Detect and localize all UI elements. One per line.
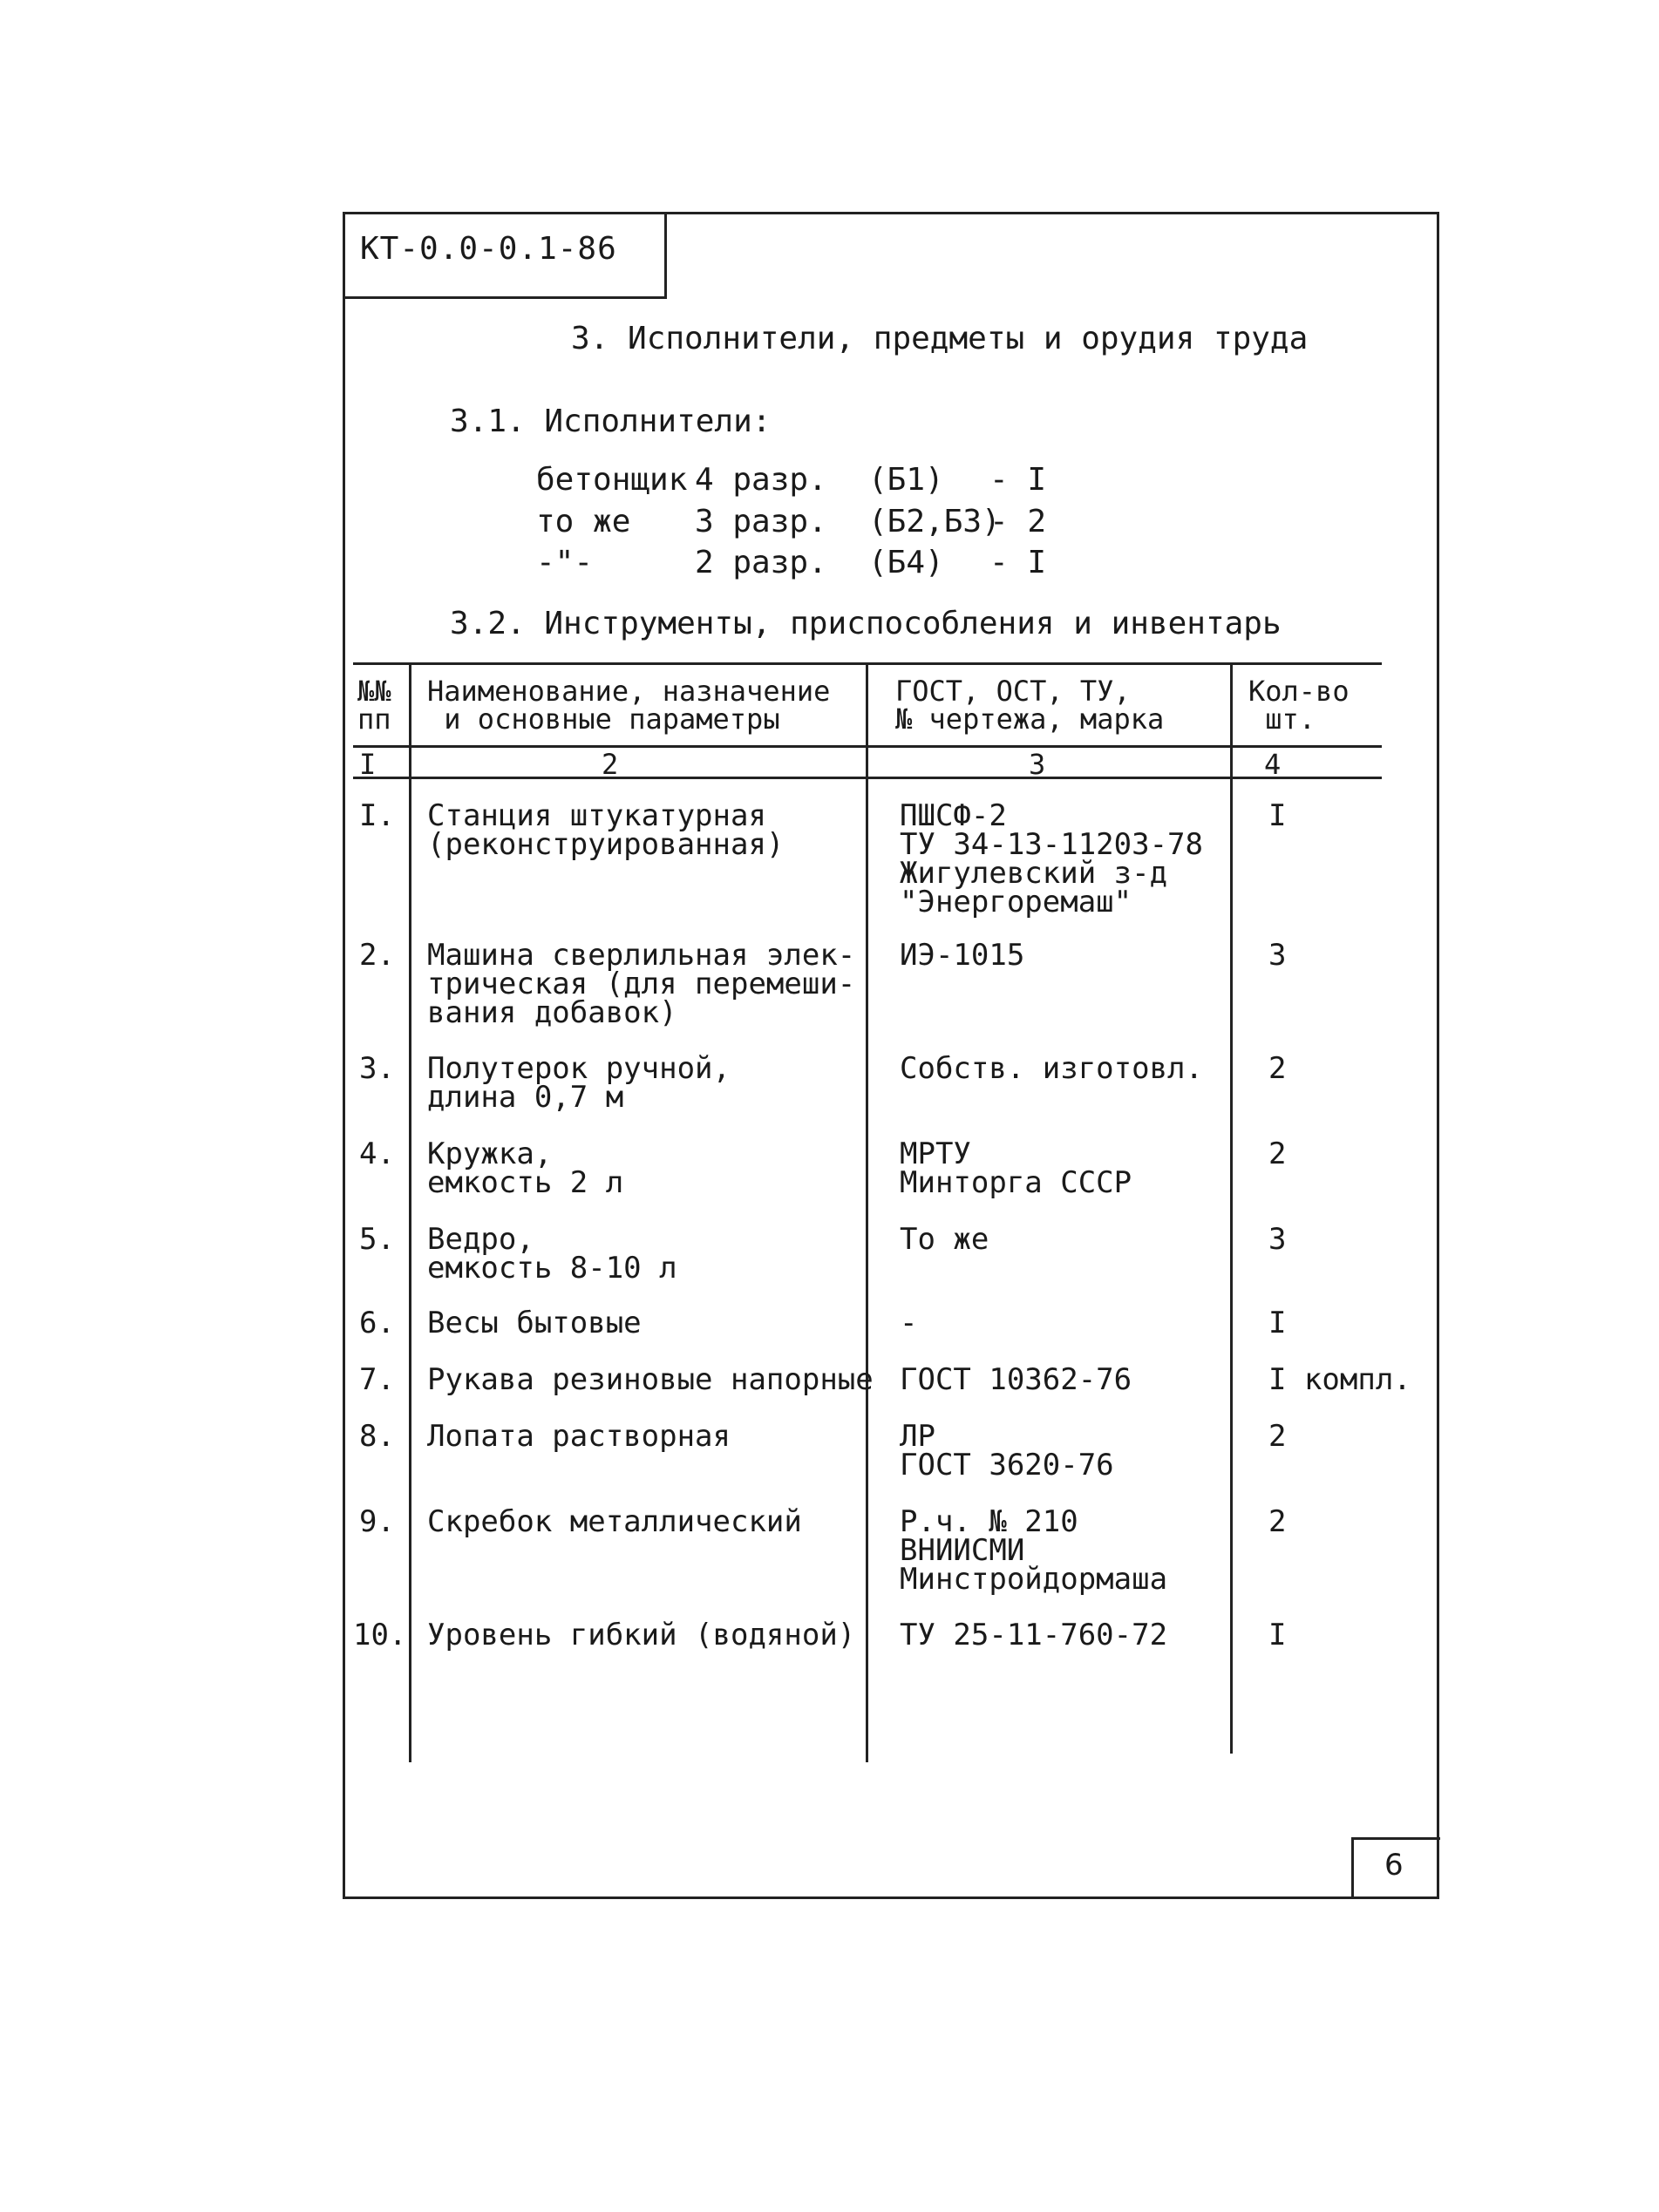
- worker-grade: 3 разр.: [695, 504, 827, 539]
- code-box-divider: [664, 212, 667, 299]
- row-number: 10.: [353, 1618, 407, 1652]
- row-number: 8.: [359, 1419, 395, 1454]
- row-name: Весы бытовые: [427, 1306, 642, 1340]
- row-qty: I компл.: [1268, 1362, 1411, 1397]
- row-name: Машина сверлильная элек- трическая (для перемеши- вания добавок): [427, 938, 856, 1030]
- row-name: Лопата растворная: [427, 1419, 731, 1454]
- row-number: 5.: [359, 1222, 395, 1257]
- row-qty: I: [1268, 798, 1287, 833]
- section-title: 3. Исполнители, предметы и орудия труда: [571, 321, 1309, 356]
- tools-subtitle: 3.2. Инструменты, приспособления и инвентарь: [450, 606, 1282, 641]
- row-number: 2.: [359, 938, 395, 973]
- worker-grade: 4 разр.: [695, 462, 827, 498]
- document-code: КТ-0.0-0.1-86: [360, 231, 617, 267]
- row-gost: МРТУ Минторга СССР: [900, 1137, 1132, 1200]
- worker-name: бетонщик: [536, 462, 688, 498]
- row-name: Рукава резиновые напорные: [427, 1362, 874, 1397]
- row-number: 6.: [359, 1306, 395, 1340]
- worker-count: - 2: [989, 504, 1047, 539]
- column-number: 4: [1264, 748, 1282, 781]
- row-number: 3.: [359, 1051, 395, 1086]
- row-name: Полутерок ручной, длина 0,7 м: [427, 1051, 731, 1115]
- column-number: I: [359, 748, 377, 781]
- column-header-name: Наименование, назначение и основные параметры: [427, 675, 831, 736]
- column-header-qty: Кол-во шт.: [1248, 675, 1350, 736]
- row-qty: 2: [1268, 1137, 1287, 1171]
- row-name: Кружка, емкость 2 л: [427, 1137, 624, 1200]
- row-name: Ведро, емкость 8-10 л: [427, 1222, 677, 1286]
- worker-name: -"-: [536, 545, 594, 580]
- column-number: 3: [1029, 748, 1046, 781]
- row-number: 9.: [359, 1504, 395, 1539]
- row-qty: I: [1268, 1618, 1287, 1652]
- row-qty: I: [1268, 1306, 1287, 1340]
- row-name: Уровень гибкий (водяной): [427, 1618, 856, 1652]
- worker-grade: 2 разр.: [695, 545, 827, 580]
- row-qty: 2: [1268, 1419, 1287, 1454]
- row-number: I.: [359, 798, 395, 833]
- worker-code: (Б1): [868, 462, 944, 498]
- worker-name: то же: [536, 504, 631, 539]
- frame-top-border: [344, 212, 1439, 214]
- row-gost: Собств. изготовл.: [900, 1051, 1203, 1086]
- worker-count: - I: [989, 545, 1047, 580]
- row-name: Станция штукатурная (реконструированная): [427, 798, 785, 862]
- table-col-divider: [866, 664, 868, 1762]
- row-gost: ИЭ-1015: [900, 938, 1025, 973]
- row-qty: 3: [1268, 1222, 1287, 1257]
- frame-bottom-border: [343, 1896, 1439, 1899]
- row-number: 7.: [359, 1362, 395, 1397]
- table-col-divider: [1230, 664, 1233, 1754]
- frame-right-border: [1437, 212, 1439, 1898]
- row-gost: ЛР ГОСТ 3620-76: [900, 1419, 1114, 1483]
- code-box-underline: [344, 296, 667, 299]
- column-number: 2: [602, 748, 619, 781]
- row-qty: 2: [1268, 1504, 1287, 1539]
- column-header-number: №№ пп: [357, 675, 391, 736]
- row-gost: ТУ 25-11-760-72: [900, 1618, 1168, 1652]
- worker-count: - I: [989, 462, 1047, 498]
- worker-code: (Б2,Б3): [868, 504, 1001, 539]
- row-gost: Р.ч. № 210 ВНИИСМИ Минстройдормаша: [900, 1504, 1168, 1597]
- row-name: Скребок металлический: [427, 1504, 802, 1539]
- table-col-divider: [409, 664, 411, 1762]
- row-gost: ПШСФ-2 ТУ 34-13-11203-78 Жигулевский з-д "Энергоремаш": [900, 798, 1203, 919]
- row-qty: 3: [1268, 938, 1287, 973]
- row-number: 4.: [359, 1137, 395, 1171]
- workers-subtitle: 3.1. Исполнители:: [450, 404, 772, 439]
- page-number: 6: [1384, 1848, 1404, 1883]
- column-header-gost: ГОСТ, ОСТ, ТУ, № чертежа, марка: [895, 675, 1165, 736]
- row-gost: То же: [900, 1222, 989, 1257]
- row-qty: 2: [1268, 1051, 1287, 1086]
- row-gost: ГОСТ 10362-76: [900, 1362, 1132, 1397]
- row-gost: -: [900, 1306, 918, 1340]
- worker-code: (Б4): [868, 545, 944, 580]
- frame-left-border: [343, 212, 345, 1898]
